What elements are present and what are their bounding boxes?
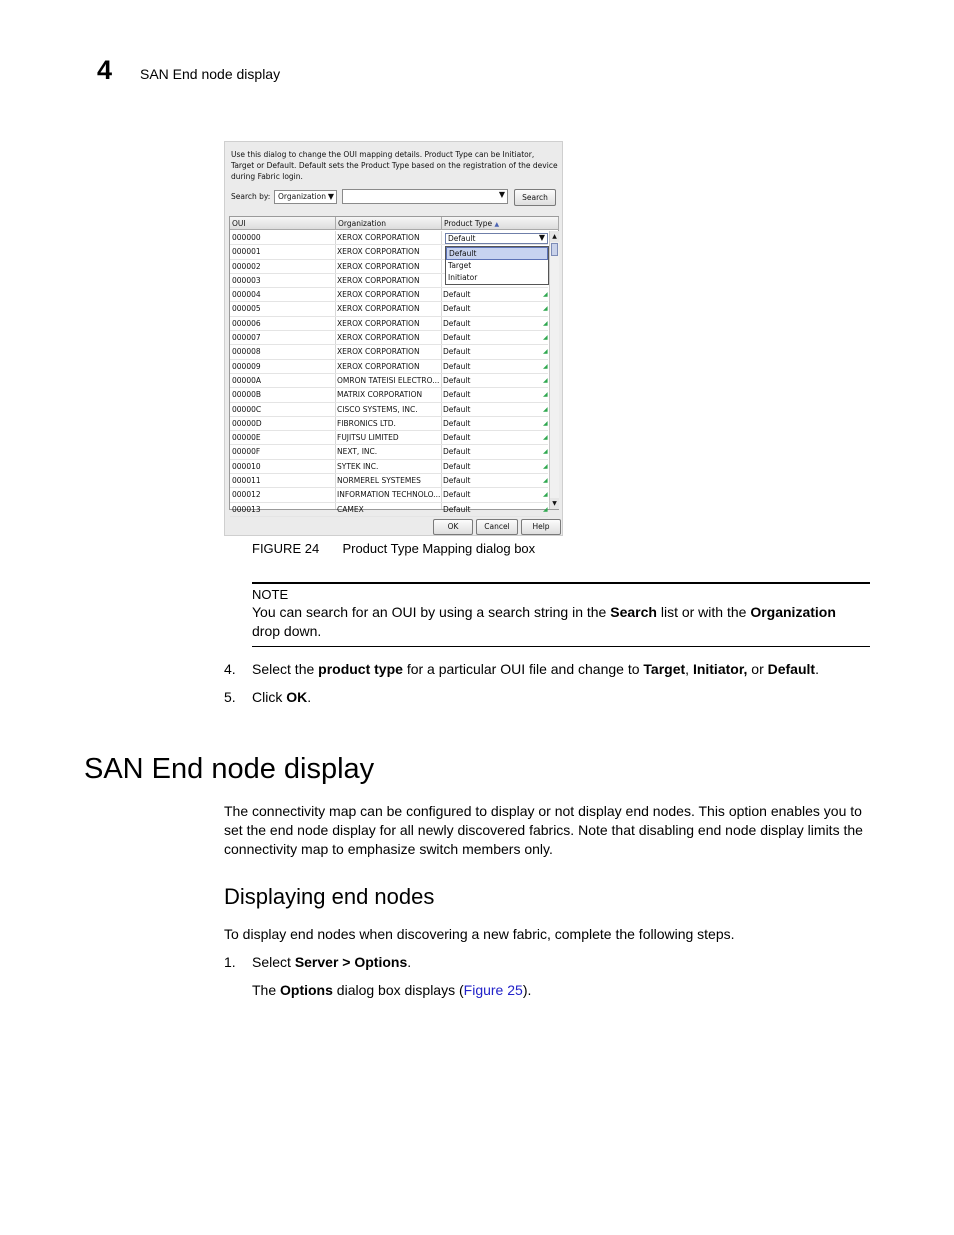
vertical-scrollbar[interactable]: [549, 231, 559, 509]
section-title: SAN End node display: [84, 753, 375, 785]
oui-cell: 000000: [232, 233, 261, 242]
step-number: 4.: [224, 661, 236, 677]
running-header: SAN End node display: [140, 66, 281, 82]
scroll-up-icon[interactable]: ▲: [550, 231, 559, 242]
product-type-cell: Default: [443, 375, 471, 385]
table-row[interactable]: [230, 331, 548, 345]
oui-cell: 00000C: [232, 404, 262, 414]
note-bottom-rule: [252, 646, 870, 647]
product-type-cell: Default: [443, 504, 471, 514]
oui-cell: 000011: [232, 476, 261, 486]
organization-cell: CAMEX: [337, 504, 364, 514]
column-header-label: Product Type: [444, 219, 493, 228]
organization-cell: XEROX CORPORATION: [337, 318, 420, 328]
product-type-cell: Default: [443, 333, 471, 343]
organization-cell: CISCO SYSTEMS, INC.: [337, 404, 418, 414]
editable-corner-icon: ◢: [543, 505, 548, 513]
column-header-label: Organization: [338, 219, 386, 228]
product-type-cell: Default: [443, 390, 471, 400]
editable-corner-icon: ◢: [543, 434, 548, 442]
note-heading: NOTE: [252, 587, 289, 602]
section-paragraph: The connectivity map can be configured to display or not display end nodes. This option enables you to set the end node display for all newly discovered fabrics. Note that disabling end node display limits the connectivity map to emphasize switch members only.: [224, 803, 863, 857]
product-type-cell: Default: [443, 290, 471, 300]
search-by-value: Organization: [278, 192, 326, 201]
organization-cell: XEROX CORPORATION: [337, 304, 420, 314]
table-row[interactable]: [230, 431, 548, 445]
sort-ascending-icon: ▲: [494, 221, 500, 228]
organization-cell: XEROX CORPORATION: [337, 261, 420, 271]
search-by-label: Search by:: [231, 192, 271, 201]
oui-table: [229, 216, 559, 514]
table-row[interactable]: [230, 374, 548, 388]
figure-title: Product Type Mapping dialog box: [342, 541, 536, 556]
search-button[interactable]: Search: [514, 189, 556, 206]
table-row[interactable]: [230, 317, 548, 331]
help-button[interactable]: Help: [521, 519, 561, 535]
oui-cell: 000004: [232, 290, 261, 300]
step-text: Click OK.: [252, 689, 312, 705]
figure-caption: [252, 541, 535, 556]
oui-cell: 00000A: [232, 375, 261, 385]
chevron-down-icon: ▼: [498, 190, 505, 199]
scroll-down-icon[interactable]: ▼: [550, 498, 559, 509]
editable-corner-icon: ◢: [543, 448, 548, 456]
editable-corner-icon: ◢: [543, 391, 548, 399]
product-type-cell: Default: [443, 418, 471, 428]
table-row[interactable]: [230, 488, 548, 502]
product-type-cell: Default: [443, 433, 471, 443]
scrollbar-thumb[interactable]: [551, 243, 558, 256]
organization-cell: NORMEREL SYSTEMES: [337, 476, 421, 486]
step-number: 1.: [224, 954, 236, 970]
oui-cell: 000002: [232, 261, 261, 271]
oui-cell: 000005: [232, 304, 261, 314]
product-type-combo-value: Default: [448, 234, 476, 243]
oui-cell: 000009: [232, 361, 261, 371]
subsection-title: Displaying end nodes: [224, 884, 435, 909]
product-type-cell: Default: [443, 461, 471, 471]
oui-cell: 000013: [232, 504, 261, 514]
product-type-option-target[interactable]: Target: [448, 260, 472, 270]
step-result: The Options dialog box displays (Figure 25).: [252, 982, 532, 998]
table-row[interactable]: [230, 345, 548, 359]
oui-cell: 00000B: [232, 390, 262, 400]
editable-corner-icon: ◢: [543, 305, 548, 313]
oui-cell: 000012: [232, 490, 261, 500]
column-header-oui[interactable]: [230, 217, 336, 230]
table-row[interactable]: [230, 288, 548, 302]
chevron-down-icon: ▼: [538, 233, 545, 242]
organization-cell: OMRON TATEISI ELECTRO...: [337, 375, 440, 385]
product-type-cell: Default: [443, 404, 471, 414]
editable-corner-icon: ◢: [543, 462, 548, 470]
editable-corner-icon: ◢: [543, 319, 548, 327]
table-row[interactable]: [230, 302, 548, 316]
organization-cell: XEROX CORPORATION: [337, 275, 420, 285]
note-text: You can search for an OUI by using a search string in the Search list or with the Organization drop down.: [252, 604, 836, 639]
organization-cell: XEROX CORPORATION: [337, 233, 420, 242]
table-row[interactable]: [230, 474, 548, 488]
product-type-option-default[interactable]: Default: [446, 247, 548, 260]
organization-cell: XEROX CORPORATION: [337, 361, 420, 371]
figure-label: FIGURE 24: [252, 541, 320, 556]
step-number: 5.: [224, 689, 236, 705]
oui-cell: 000006: [232, 318, 261, 328]
oui-cell: 000001: [232, 247, 261, 257]
search-by-select[interactable]: [274, 190, 337, 204]
table-row[interactable]: [230, 388, 548, 402]
product-type-combo[interactable]: [445, 233, 548, 244]
table-row[interactable]: [230, 460, 548, 474]
search-input[interactable]: [342, 189, 508, 204]
oui-cell: 00000F: [232, 447, 261, 457]
note-top-rule: [252, 582, 870, 584]
editable-corner-icon: ◢: [543, 419, 548, 427]
editable-corner-icon: ◢: [543, 362, 548, 370]
table-row[interactable]: [230, 417, 548, 431]
organization-cell: MATRIX CORPORATION: [337, 390, 423, 400]
column-header-label: OUI: [232, 219, 246, 228]
organization-cell: XEROX CORPORATION: [337, 290, 420, 300]
product-type-dropdown-list: [445, 246, 549, 285]
oui-cell: 00000D: [232, 418, 262, 428]
dialog-intro-text: Use this dialog to change the OUI mapping details. Product Type can be Initiator, Target or Default. Default sets the Product Type based on the registration of the device during Fabric login.: [231, 150, 558, 181]
table-row[interactable]: [230, 503, 548, 517]
editable-corner-icon: ◢: [543, 491, 548, 499]
editable-corner-icon: ◢: [543, 291, 548, 299]
table-row[interactable]: [230, 403, 548, 417]
subsection-intro: To display end nodes when discovering a new fabric, complete the following steps.: [224, 926, 735, 942]
organization-cell: FIBRONICS LTD.: [337, 418, 396, 428]
editable-corner-icon: ◢: [543, 376, 548, 384]
product-type-cell: Default: [443, 361, 471, 371]
organization-cell: FUJITSU LIMITED: [337, 433, 399, 443]
organization-cell: XEROX CORPORATION: [337, 333, 420, 343]
product-type-cell: Default: [443, 447, 471, 457]
step-text: Select the product type for a particular OUI file and change to Target, Initiator, or Default.: [252, 661, 819, 677]
organization-cell: XEROX CORPORATION: [337, 347, 420, 357]
product-type-option-initiator[interactable]: Initiator: [448, 273, 478, 282]
product-type-cell: Default: [443, 347, 471, 357]
product-type-cell: Default: [443, 476, 471, 486]
chapter-number: 4: [97, 55, 113, 85]
column-header-product-type[interactable]: [442, 217, 559, 230]
organization-cell: XEROX CORPORATION: [337, 247, 420, 257]
ok-button[interactable]: OK: [433, 519, 473, 535]
product-type-cell: Default: [443, 318, 471, 328]
cancel-button[interactable]: Cancel: [476, 519, 518, 535]
oui-cell: 000007: [232, 333, 261, 343]
oui-cell: 000008: [232, 347, 261, 357]
step-text: Select Server > Options.: [252, 954, 412, 970]
product-type-cell: Default: [443, 304, 471, 314]
editable-corner-icon: ◢: [543, 348, 548, 356]
editable-corner-icon: ◢: [543, 477, 548, 485]
organization-cell: INFORMATION TECHNOLO...: [337, 490, 441, 500]
oui-cell: 00000E: [232, 433, 261, 443]
oui-cell: 000010: [232, 461, 261, 471]
table-row[interactable]: [230, 445, 548, 459]
oui-cell: 000003: [232, 275, 261, 285]
organization-cell: SYTEK INC.: [337, 461, 379, 471]
column-header-organization[interactable]: [336, 217, 442, 230]
table-row[interactable]: [230, 360, 548, 374]
editable-corner-icon: ◢: [543, 405, 548, 413]
product-type-mapping-dialog: [224, 141, 563, 536]
figure-25-link[interactable]: Figure 25: [463, 982, 523, 998]
product-type-cell: Default: [443, 490, 471, 500]
organization-cell: NEXT, INC.: [337, 447, 378, 457]
chevron-down-icon: ▼: [327, 192, 334, 201]
editable-corner-icon: ◢: [543, 334, 548, 342]
